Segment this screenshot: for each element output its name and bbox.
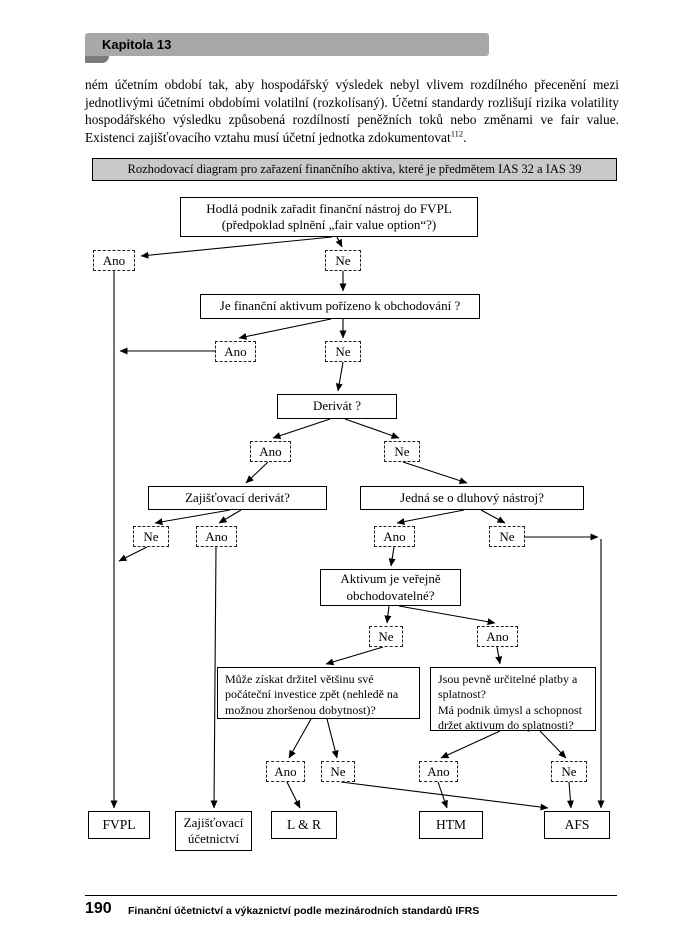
node-text: Hodlá podnik zařadit finanční nástroj do FVPL (předpoklad splnění „fair value option“?) [206, 200, 452, 232]
arrow-recover-to-ne [327, 719, 337, 758]
diagram-title-text: Rozhodovací diagram pro zařazení finančního aktiva, které je předmětem IAS 32 a IAS 39 [127, 162, 582, 176]
node-result-afs [544, 811, 610, 839]
decision-flowchart [0, 190, 700, 890]
node-ne-fixed-payments [551, 761, 587, 782]
node-text: L & R [286, 816, 321, 832]
arrow-hedging-to-ne [155, 510, 230, 523]
node-text: Ne [561, 763, 577, 779]
node-text: Ano [205, 528, 228, 544]
arrow-ne-to-debt-instrument [403, 462, 467, 483]
node-text: Může získat držitel většinu své počáteční investice zpět (nehledě na možnou zhoršenou dobytnost)? [225, 672, 399, 717]
arrow-trading-to-ano [239, 319, 331, 338]
arrow-debt-to-ano [397, 510, 464, 523]
node-text: Ne [499, 528, 515, 544]
node-text: AFS [564, 816, 590, 832]
node-ne-publicly-traded [369, 626, 403, 647]
footer-rule [85, 895, 617, 896]
node-text: Ano [259, 443, 282, 459]
arrow-recover-to-ano [289, 719, 311, 758]
paragraph-end: . [463, 129, 467, 145]
arrow-ano-to-publicly-traded [391, 547, 394, 566]
arrow-ne-to-recover-question [326, 647, 383, 664]
node-ano-debt-instrument [374, 526, 415, 547]
node-text: HTM [436, 816, 466, 832]
arrow-fixed-to-ne [540, 731, 566, 758]
page-number: 190 [85, 900, 112, 917]
node-text: Ano [427, 763, 450, 779]
arrow-fvpl-option-to-ano [141, 237, 332, 256]
node-text: Zajišťovací derivát? [185, 489, 290, 505]
body-paragraph [85, 76, 619, 146]
node-result-htm [419, 811, 483, 839]
footnote-reference: 112 [450, 128, 464, 139]
node-text: FVPL [102, 816, 136, 832]
node-text-line1: Jsou pevně určitelné platby a splatnost? [438, 672, 578, 702]
arrow-derivative-to-ne [345, 419, 399, 438]
arrow-derivative-to-ano [273, 419, 330, 438]
node-text: Zajišťovací účetnictví [183, 814, 244, 846]
node-result-fvpl [88, 811, 150, 839]
node-ano-fixed-payments [419, 761, 458, 782]
node-question-publicly-traded [320, 569, 461, 606]
node-text: Ne [335, 343, 351, 359]
node-ne-debt-instrument [489, 526, 525, 547]
node-text: Derivát ? [312, 398, 361, 414]
arrow-ano-to-hedging-derivative [246, 462, 268, 483]
node-question-recover-investment [217, 667, 420, 719]
arrow-ano-to-lr [287, 782, 300, 808]
arrow-fvpl-option-to-ne [337, 237, 342, 247]
arrow-fixed-to-ano [441, 731, 500, 758]
node-text: Ne [378, 628, 394, 644]
arrow-recover-ne-to-afs [341, 782, 548, 808]
node-ano-derivative [250, 441, 291, 462]
node-text: Ne [394, 443, 410, 459]
node-ne-derivative [384, 441, 420, 462]
chapter-tab [85, 33, 489, 56]
node-text: Ano [102, 252, 126, 268]
arrow-ne-to-afs [569, 782, 571, 808]
node-text: Ne [143, 528, 159, 544]
arrow-ano-to-hedge-accounting [214, 547, 216, 808]
node-text: Aktivum je veřejně obchodovatelné? [340, 571, 441, 603]
node-ne-fvpl-option [325, 250, 361, 271]
node-ano-fvpl-option [93, 250, 135, 271]
node-text: Ano [486, 628, 509, 644]
arrow-debt-to-ne [481, 510, 505, 523]
node-text: Je finanční aktivum pořízeno k obchodování ? [219, 298, 461, 314]
arrow-public-to-ano [399, 606, 495, 623]
node-question-debt-instrument [360, 486, 584, 510]
arrow-ne-to-derivative [338, 362, 343, 391]
node-text-line2: Má podnik úmysl a schopnost držet aktivum do splatnosti? [438, 702, 582, 733]
arrow-hedging-to-ano [219, 510, 241, 523]
diagram-title [92, 158, 617, 181]
node-text: Jedná se o dluhový nástroj? [400, 489, 544, 505]
node-text: Ano [274, 763, 297, 779]
paragraph-text: ném účetním období tak, aby hospodářský výsledek nebyl vlivem rozdílného přecenění mezi jednotlivými účetními obdobími volatilní (rozkolísaný). Účetní standardy rozlišují rizika volatility hospodářského výsledku způsobená rozdílností peněžních toků nebo změnami ve fair value. Existenci zajišťovacího vztahu musí účetní jednotka zdokumentovat [85, 77, 619, 145]
node-ne-held-for-trading [325, 341, 361, 362]
chapter-label: Kapitola 13 [102, 37, 172, 52]
node-result-hedge-accounting [175, 811, 252, 851]
node-question-held-for-trading [200, 294, 480, 319]
node-text: Ano [224, 343, 247, 359]
arrow-ano-to-fixed-payments [497, 647, 500, 664]
arrow-hedging-ne-to-fvpl-line [119, 547, 147, 561]
node-text: Ne [335, 252, 351, 268]
node-ano-held-for-trading [215, 341, 256, 362]
node-result-lr [271, 811, 337, 839]
footer-text: Finanční účetnictví a výkaznictví podle mezinárodních standardů IFRS [128, 905, 480, 917]
node-ano-publicly-traded [477, 626, 518, 647]
node-text: Ano [383, 528, 406, 544]
node-ne-recover-investment [321, 761, 355, 782]
node-question-hedging-derivative [148, 486, 327, 510]
node-question-derivative [277, 394, 397, 419]
node-text: Ne [330, 763, 346, 779]
node-question-fvpl-option [180, 197, 478, 237]
arrow-public-to-ne [387, 606, 389, 623]
node-ne-hedging-derivative [133, 526, 169, 547]
node-question-fixed-payments [430, 667, 596, 731]
node-ano-recover-investment [266, 761, 305, 782]
node-ano-hedging-derivative [196, 526, 237, 547]
